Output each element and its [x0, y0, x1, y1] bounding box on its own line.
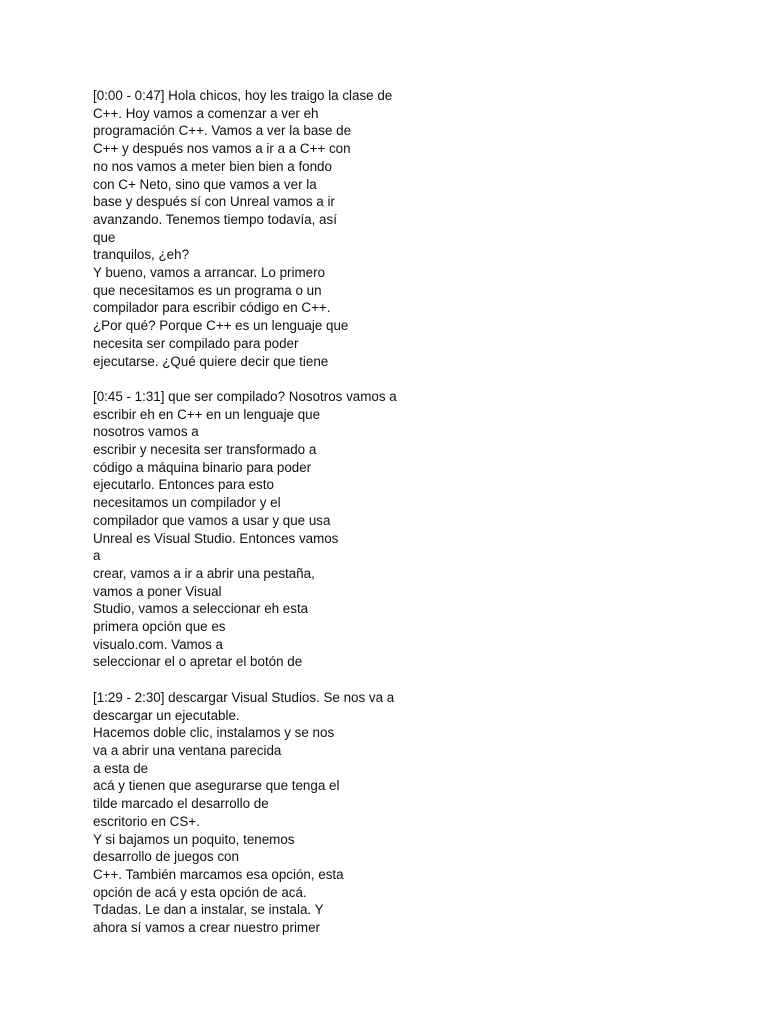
transcript-line: primera opción que es: [93, 619, 226, 635]
transcript-line: ejecutarse. ¿Qué quiere decir que tiene: [93, 353, 329, 369]
transcript-line: Studio, vamos a seleccionar eh esta: [93, 601, 309, 617]
transcript-line: Tdadas. Le dan a instalar, se instala. Y: [93, 902, 324, 918]
transcript-line: ¿Por qué? Porque C++ es un lenguaje que: [93, 318, 349, 334]
transcript-line: no nos vamos a meter bien bien a fondo: [93, 158, 332, 174]
transcript-line: necesitamos un compilador y el: [93, 495, 281, 511]
transcript-line: ahora sí vamos a crear nuestro primer: [93, 920, 320, 936]
transcript-line: escritorio en CS+.: [93, 813, 200, 829]
transcript-line: descargar un ejecutable.: [93, 707, 240, 723]
transcript-line: [0:00 - 0:47] Hola chicos, hoy les traigo la clase de: [93, 88, 393, 103]
transcript-line: Unreal es Visual Studio. Entonces vamos: [93, 530, 339, 546]
transcript-line: opción de acá y esta opción de acá.: [93, 884, 307, 900]
transcript-body: [93, 87, 693, 937]
transcript-line: acá y tienen que asegurarse que tenga el: [93, 778, 340, 794]
transcript-paragraph: [93, 388, 693, 671]
transcript-line: nosotros vamos a: [93, 424, 199, 440]
transcript-line: C++ y después nos vamos a ir a a C++ con: [93, 141, 351, 157]
transcript-line: necesita ser compilado para poder: [93, 335, 299, 351]
transcript-line: [0:45 - 1:31] que ser compilado? Nosotros vamos a: [93, 388, 397, 404]
transcript-line: a esta de: [93, 760, 149, 776]
transcript-line: ejecutarlo. Entonces para esto: [93, 477, 274, 493]
transcript-line: escribir y necesita ser transformado a: [93, 442, 317, 458]
transcript-line: escribir eh en C++ en un lenguaje que: [93, 406, 321, 422]
transcript-line: tilde marcado el desarrollo de: [93, 796, 269, 812]
transcript-line: crear, vamos a ir a abrir una pestaña,: [93, 565, 315, 581]
transcript-line: [1:29 - 2:30] descargar Visual Studios. Se nos va a: [93, 689, 395, 705]
transcript-line: C++. También marcamos esa opción, esta: [93, 866, 344, 882]
transcript-line: a: [93, 548, 101, 564]
transcript-line: base y después sí con Unreal vamos a ir: [93, 194, 335, 210]
transcript-paragraph: [93, 87, 693, 370]
transcript-line: visualo.com. Vamos a: [93, 636, 223, 652]
transcript-line: compilador que vamos a usar y que usa: [93, 512, 331, 528]
transcript-line: C++. Hoy vamos a comenzar a ver eh: [93, 105, 319, 121]
transcript-line: Y si bajamos un poquito, tenemos: [93, 831, 295, 847]
transcript-line: programación C++. Vamos a ver la base de: [93, 123, 352, 139]
transcript-line: con C+ Neto, sino que vamos a ver la: [93, 176, 317, 192]
transcript-line: vamos a poner Visual: [93, 583, 222, 599]
transcript-line: tranquilos, ¿eh?: [93, 247, 190, 263]
transcript-line: va a abrir una ventana parecida: [93, 742, 282, 758]
transcript-line: compilador para escribir código en C++.: [93, 300, 331, 316]
transcript-line: avanzando. Tenemos tiempo todavía, así: [93, 211, 337, 227]
transcript-paragraph: [93, 689, 693, 937]
transcript-line: que: [93, 229, 116, 245]
transcript-line: seleccionar el o apretar el botón de: [93, 654, 303, 670]
transcript-line: Hacemos doble clic, instalamos y se nos: [93, 725, 335, 741]
transcript-line: código a máquina binario para poder: [93, 459, 312, 475]
transcript-line: que necesitamos es un programa o un: [93, 282, 322, 298]
transcript-line: desarrollo de juegos con: [93, 849, 239, 865]
transcript-line: Y bueno, vamos a arrancar. Lo primero: [93, 265, 325, 281]
